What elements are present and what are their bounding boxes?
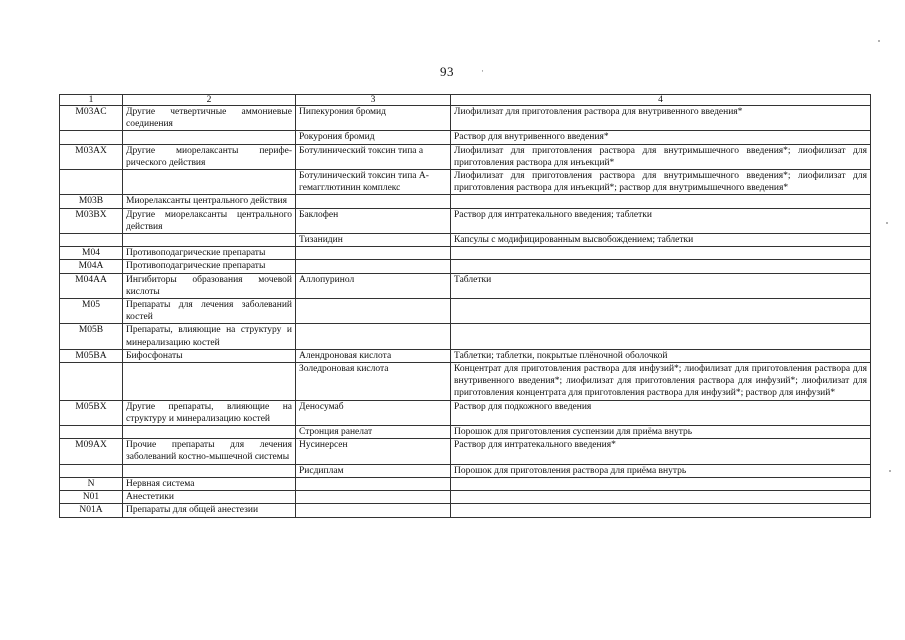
table-row bbox=[60, 208, 871, 233]
drug-name-cell: Тизанидин bbox=[296, 234, 451, 247]
group-name-cell: Прочие препараты для лечения заболеваний костно-мышечной системы bbox=[123, 439, 296, 464]
table-row bbox=[60, 464, 871, 477]
drug-name-cell: Деносумаб bbox=[296, 400, 451, 425]
drug-name-cell bbox=[296, 299, 451, 324]
group-name-cell bbox=[123, 464, 296, 477]
table-row bbox=[60, 144, 871, 169]
atc-code-cell: M09AX bbox=[60, 439, 123, 464]
dosage-form-cell: Порошок для приготовления раствора для приёма внутрь bbox=[451, 464, 871, 477]
drug-name-cell: Ботулинический токсин типа а bbox=[296, 144, 451, 169]
table-row bbox=[60, 400, 871, 425]
atc-code-cell: M05B bbox=[60, 324, 123, 349]
column-header-1: 1 bbox=[60, 95, 123, 106]
atc-code-cell bbox=[60, 363, 123, 401]
atc-code-cell: M05BA bbox=[60, 349, 123, 362]
group-name-cell: Противоподагрические препараты bbox=[123, 247, 296, 260]
column-header-4: 4 bbox=[451, 95, 871, 106]
scan-speck bbox=[889, 470, 891, 472]
table-body bbox=[60, 95, 871, 518]
table-row bbox=[60, 299, 871, 324]
atc-code-cell: M04 bbox=[60, 247, 123, 260]
drug-name-cell: Пипекурония бромид bbox=[296, 106, 451, 131]
group-name-cell: Препараты, влияющие на структуру и минерализацию костей bbox=[123, 324, 296, 349]
atc-code-cell: M04A bbox=[60, 260, 123, 273]
dosage-form-cell: Таблетки; таблетки, покрытые плёночной оболочкой bbox=[451, 349, 871, 362]
atc-code-cell bbox=[60, 131, 123, 144]
dosage-form-cell: Лиофилизат для приготовления раствора для внутримышечного введения*; лиофилизат для приготовления раствора для инъекций* bbox=[451, 144, 871, 169]
group-name-cell bbox=[123, 170, 296, 195]
dosage-form-cell bbox=[451, 247, 871, 260]
atc-code-cell: M03AX bbox=[60, 144, 123, 169]
dosage-form-cell: Раствор для интратекального введения* bbox=[451, 439, 871, 464]
table-row bbox=[60, 504, 871, 517]
scan-mark: · bbox=[481, 66, 484, 76]
group-name-cell: Противоподагрические препараты bbox=[123, 260, 296, 273]
group-name-cell bbox=[123, 131, 296, 144]
dosage-form-cell: Раствор для интратекального введения; таблетки bbox=[451, 208, 871, 233]
dosage-form-cell: Порошок для приготовления суспензии для приёма внутрь bbox=[451, 426, 871, 439]
group-name-cell: Другие препараты, влияющие на структуру и минерализацию костей bbox=[123, 400, 296, 425]
column-header-3: 3 bbox=[296, 95, 451, 106]
drug-name-cell bbox=[296, 195, 451, 208]
dosage-form-cell bbox=[451, 260, 871, 273]
table-row bbox=[60, 426, 871, 439]
drug-name-cell: Рисдиплам bbox=[296, 464, 451, 477]
group-name-cell: Ингибиторы образования мочевой кислоты bbox=[123, 273, 296, 298]
drug-name-cell bbox=[296, 504, 451, 517]
dosage-form-cell: Лиофилизат для приготовления раствора для внутримышечного введения*; лиофилизат для приготовления раствора для инъекций*; раствор для внутримышечного введения* bbox=[451, 170, 871, 195]
dosage-form-cell: Концентрат для приготовления раствора для инфузий*; лиофилизат для приготовления раствора для внутривенного введения*; лиофилизат для приготовления раствора для инфузий*; лиофилизат для приготовления концентрата для приготовления раствора для инфузий*; раствор для инфузий* bbox=[451, 363, 871, 401]
drug-name-cell: Ботулинический токсин типа А-гемагглютинин комплекс bbox=[296, 170, 451, 195]
table-row bbox=[60, 491, 871, 504]
table-row bbox=[60, 247, 871, 260]
table-row bbox=[60, 273, 871, 298]
table-row bbox=[60, 439, 871, 464]
atc-code-cell bbox=[60, 170, 123, 195]
dosage-form-cell bbox=[451, 477, 871, 490]
dosage-form-cell: Раствор для подкожного введения bbox=[451, 400, 871, 425]
table-row bbox=[60, 349, 871, 362]
atc-code-cell: N01 bbox=[60, 491, 123, 504]
atc-code-cell: M03AC bbox=[60, 106, 123, 131]
dosage-form-cell: Лиофилизат для приготовления раствора для внутривенного введения* bbox=[451, 106, 871, 131]
drug-name-cell bbox=[296, 247, 451, 260]
atc-code-cell: M05 bbox=[60, 299, 123, 324]
table-row bbox=[60, 106, 871, 131]
drug-name-cell: Рокурония бромид bbox=[296, 131, 451, 144]
group-name-cell: Бифосфонаты bbox=[123, 349, 296, 362]
group-name-cell: Препараты для общей анестезии bbox=[123, 504, 296, 517]
group-name-cell: Препараты для лечения заболеваний костей bbox=[123, 299, 296, 324]
atc-code-cell: N bbox=[60, 477, 123, 490]
drug-classification-table bbox=[59, 94, 871, 518]
group-name-cell bbox=[123, 363, 296, 401]
atc-code-cell: N01A bbox=[60, 504, 123, 517]
header-row bbox=[60, 95, 871, 106]
page-number: 93 bbox=[440, 64, 454, 79]
drug-name-cell: Золедроновая кислота bbox=[296, 363, 451, 401]
drug-name-cell: Алендроновая кислота bbox=[296, 349, 451, 362]
atc-code-cell bbox=[60, 464, 123, 477]
atc-code-cell: M03BX bbox=[60, 208, 123, 233]
drug-name-cell bbox=[296, 491, 451, 504]
table-row bbox=[60, 324, 871, 349]
group-name-cell: Анестетики bbox=[123, 491, 296, 504]
atc-code-cell: M04AA bbox=[60, 273, 123, 298]
atc-code-cell: M03B bbox=[60, 195, 123, 208]
table-row bbox=[60, 477, 871, 490]
table-row bbox=[60, 234, 871, 247]
scan-speck bbox=[886, 222, 888, 224]
atc-code-cell bbox=[60, 234, 123, 247]
atc-code-cell: M05BX bbox=[60, 400, 123, 425]
dosage-form-cell bbox=[451, 195, 871, 208]
dosage-form-cell bbox=[451, 504, 871, 517]
group-name-cell: Другие миорелаксанты периферического действия bbox=[123, 144, 296, 169]
group-name-cell: Другие четвертичные аммониевые соединения bbox=[123, 106, 296, 131]
drug-name-cell: Баклофен bbox=[296, 208, 451, 233]
group-name-cell: Другие миорелаксанты центрального действия bbox=[123, 208, 296, 233]
drug-name-cell: Нусинерсен bbox=[296, 439, 451, 464]
group-name-cell bbox=[123, 426, 296, 439]
drug-name-cell bbox=[296, 324, 451, 349]
dosage-form-cell bbox=[451, 491, 871, 504]
table-row bbox=[60, 131, 871, 144]
atc-code-cell bbox=[60, 426, 123, 439]
table-row bbox=[60, 363, 871, 401]
drug-name-cell bbox=[296, 260, 451, 273]
dosage-form-cell: Таблетки bbox=[451, 273, 871, 298]
table-row bbox=[60, 195, 871, 208]
drug-name-cell: Аллопуринол bbox=[296, 273, 451, 298]
drug-name-cell: Стронция ранелат bbox=[296, 426, 451, 439]
group-name-cell bbox=[123, 234, 296, 247]
group-name-cell: Нервная система bbox=[123, 477, 296, 490]
dosage-form-cell bbox=[451, 324, 871, 349]
dosage-form-cell bbox=[451, 299, 871, 324]
column-header-2: 2 bbox=[123, 95, 296, 106]
scan-speck bbox=[878, 40, 880, 42]
table-row bbox=[60, 260, 871, 273]
drug-name-cell bbox=[296, 477, 451, 490]
dosage-form-cell: Раствор для внутривенного введения* bbox=[451, 131, 871, 144]
table-row bbox=[60, 170, 871, 195]
dosage-form-cell: Капсулы с модифицированным высвобождением; таблетки bbox=[451, 234, 871, 247]
group-name-cell: Миорелаксанты центрального действия bbox=[123, 195, 296, 208]
